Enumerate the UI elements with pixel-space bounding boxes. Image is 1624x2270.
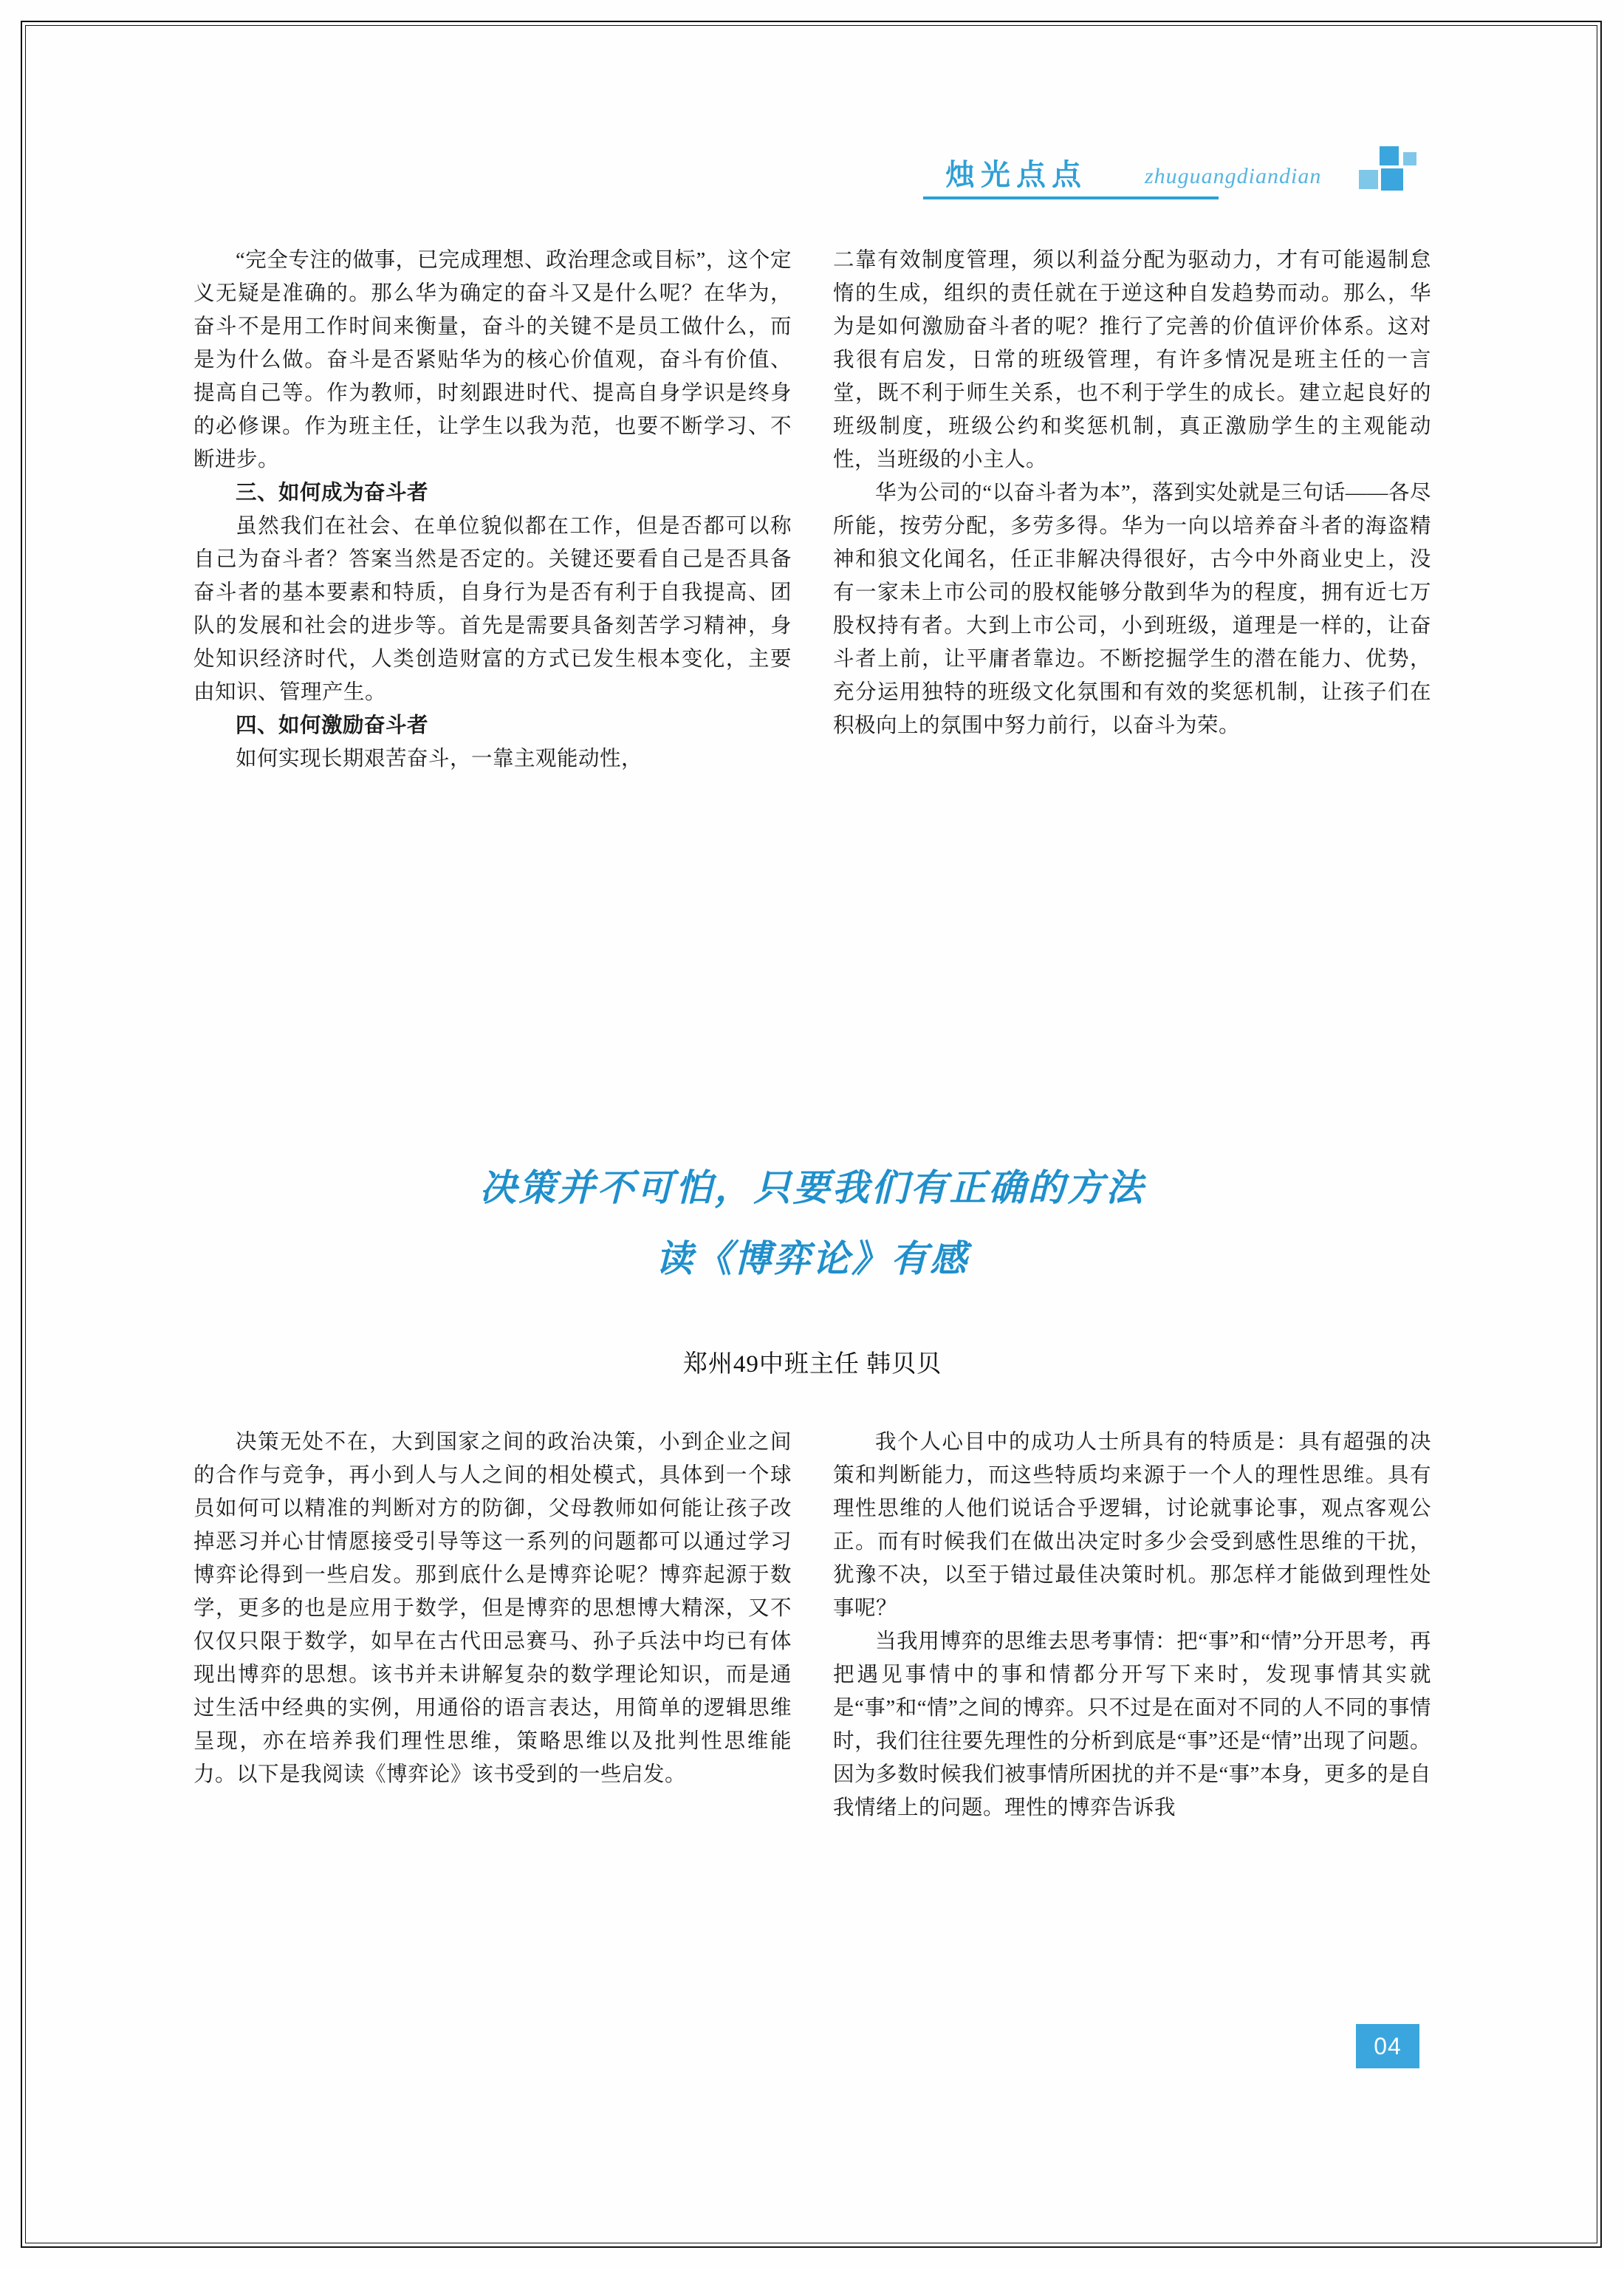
header-title: 烛光点点 (945, 158, 1087, 192)
square-icon-3 (1359, 170, 1378, 189)
article2-title-line1: 决策并不可怕，只要我们有正确的方法 (479, 1166, 1145, 1209)
paragraph: “完全专注的做事，已完成理想、政治理念或目标”，这个定义无疑是准确的。那么华为确定的奋斗又是什么呢？在华为，奋斗不是用工作时间来衡量，奋斗的关键不是员工做什么，而是为什么做。奋斗是否紧贴华为的核心价值观，奋斗有价值、提高自己等。作为教师，时刻跟进时代、提高自身学识是终身的必修课。作为班主任，让学生以我为范，也要不断学习、不断进步。 (193, 249, 792, 471)
square-icon-1 (1380, 146, 1399, 165)
article2-byline: 郑州49中班主任 韩贝贝 (682, 1351, 942, 1378)
square-icon-4 (1381, 168, 1403, 191)
article1-heading-4: 四、如何激励奋斗者 (236, 714, 429, 737)
header-pinyin: zhuguangdiandian (1145, 164, 1322, 188)
paragraph: 当我用博弈的思维去思考事情：把“事”和“情”分开思考，再把遇见事情中的事和情都分开写下来时，发现事情其实就是“事”和“情”之间的博弈。只不过是在面对不同的人不同的事情时，我们往往要先理性的分析到底是“事”还是“情”出现了问题。因为多数时候我们被事情所困扰的并不是“事”本身，更多的是自我情绪上的问题。理性的博弈告诉我 (833, 1630, 1431, 1819)
article1-right-column (833, 244, 1431, 742)
article2-title-line2: 读《博弈论》有感 (656, 1237, 969, 1280)
paragraph: 如何实现长期艰苦奋斗，一靠主观能动性， (236, 748, 643, 770)
article2-right-column (833, 1426, 1431, 1825)
square-icon-2 (1403, 152, 1416, 165)
paragraph: 决策无处不在，大到国家之间的政治决策，小到企业之间的合作与竞争，再小到人与人之间的相处模式，具体到一个球员如何可以精准的判断对方的防御，父母教师如何能让孩子改掉恶习并心甘情愿接受引导等这一系列的问题都可以通过学习博弈论得到一些启发。那到底什么是博弈论呢？博弈起源于数学，更多的也是应用于数学，但是博弈的思想博大精深，又不仅仅只限于数学，如早在古代田忌赛马、孙子兵法中均已有体现出博弈的思想。该书并未讲解复杂的数学理论知识，而是通过生活中经典的实例，用通俗的语言表达，用简单的逻辑思维呈现，亦在培养我们理性思维，策略思维以及批判性思维能力。以下是我阅读《博弈论》该书受到的一些启发。 (193, 1431, 792, 1786)
paragraph: 我个人心目中的成功人士所具有的特质是：具有超强的决策和判断能力，而这些特质均来源于一个人的理性思维。具有理性思维的人他们说话合乎逻辑，讨论就事论事，观点客观公正。而有时候我们在做出决定时多少会受到感性思维的干扰，犹豫不决，以至于错过最佳决策时机。那怎样才能做到理性处事呢？ (833, 1431, 1431, 1620)
header-rule (923, 196, 1219, 199)
paragraph: 二靠有效制度管理，须以利益分配为驱动力，才有可能遏制怠惰的生成，组织的责任就在于逆这种自发趋势而动。那么，华为是如何激励奋斗者的呢？推行了完善的价值评价体系。这对我很有启发，日常的班级管理，有许多情况是班主任的一言堂，既不利于师生关系，也不利于学生的成长。建立起良好的班级制度，班级公约和奖惩机制，真正激励学生的主观能动性，当班级的小主人。 (833, 249, 1431, 471)
article2-title (193, 1152, 1431, 1294)
article2-left-column (193, 1426, 792, 1791)
page-number-badge: 04 (1356, 2024, 1419, 2068)
article1-left-column (193, 244, 792, 776)
article1-heading-3: 三、如何成为奋斗者 (236, 482, 429, 505)
header-squares-decoration (1359, 146, 1425, 196)
paragraph: 虽然我们在社会、在单位貌似都在工作，但是否都可以称自己为奋斗者？答案当然是否定的。关键还要看自己是否具备奋斗者的基本要素和特质，自身行为是否有利于自我提高、团队的发展和社会的进步等。首先是需要具备刻苦学习精神，身处知识经济时代，人类创造财富的方式已发生根本变化，主要由知识、管理产生。 (193, 515, 792, 704)
paragraph: 华为公司的“以奋斗者为本”，落到实处就是三句话——各尽所能，按劳分配，多劳多得。华为一向以培养奋斗者的海盗精神和狼文化闻名，任正非解决得很好，古今中外商业史上，没有一家未上市公司的股权能够分散到华为的程度，拥有近七万股权持有者。大到上市公司，小到班级，道理是一样的，让奋斗者上前，让平庸者靠边。不断挖掘学生的潜在能力、优势，充分运用独特的班级文化氛围和有效的奖惩机制，让孩子们在积极向上的氛围中努力前行，以奋斗为荣。 (833, 482, 1431, 737)
page-header (827, 148, 1418, 207)
